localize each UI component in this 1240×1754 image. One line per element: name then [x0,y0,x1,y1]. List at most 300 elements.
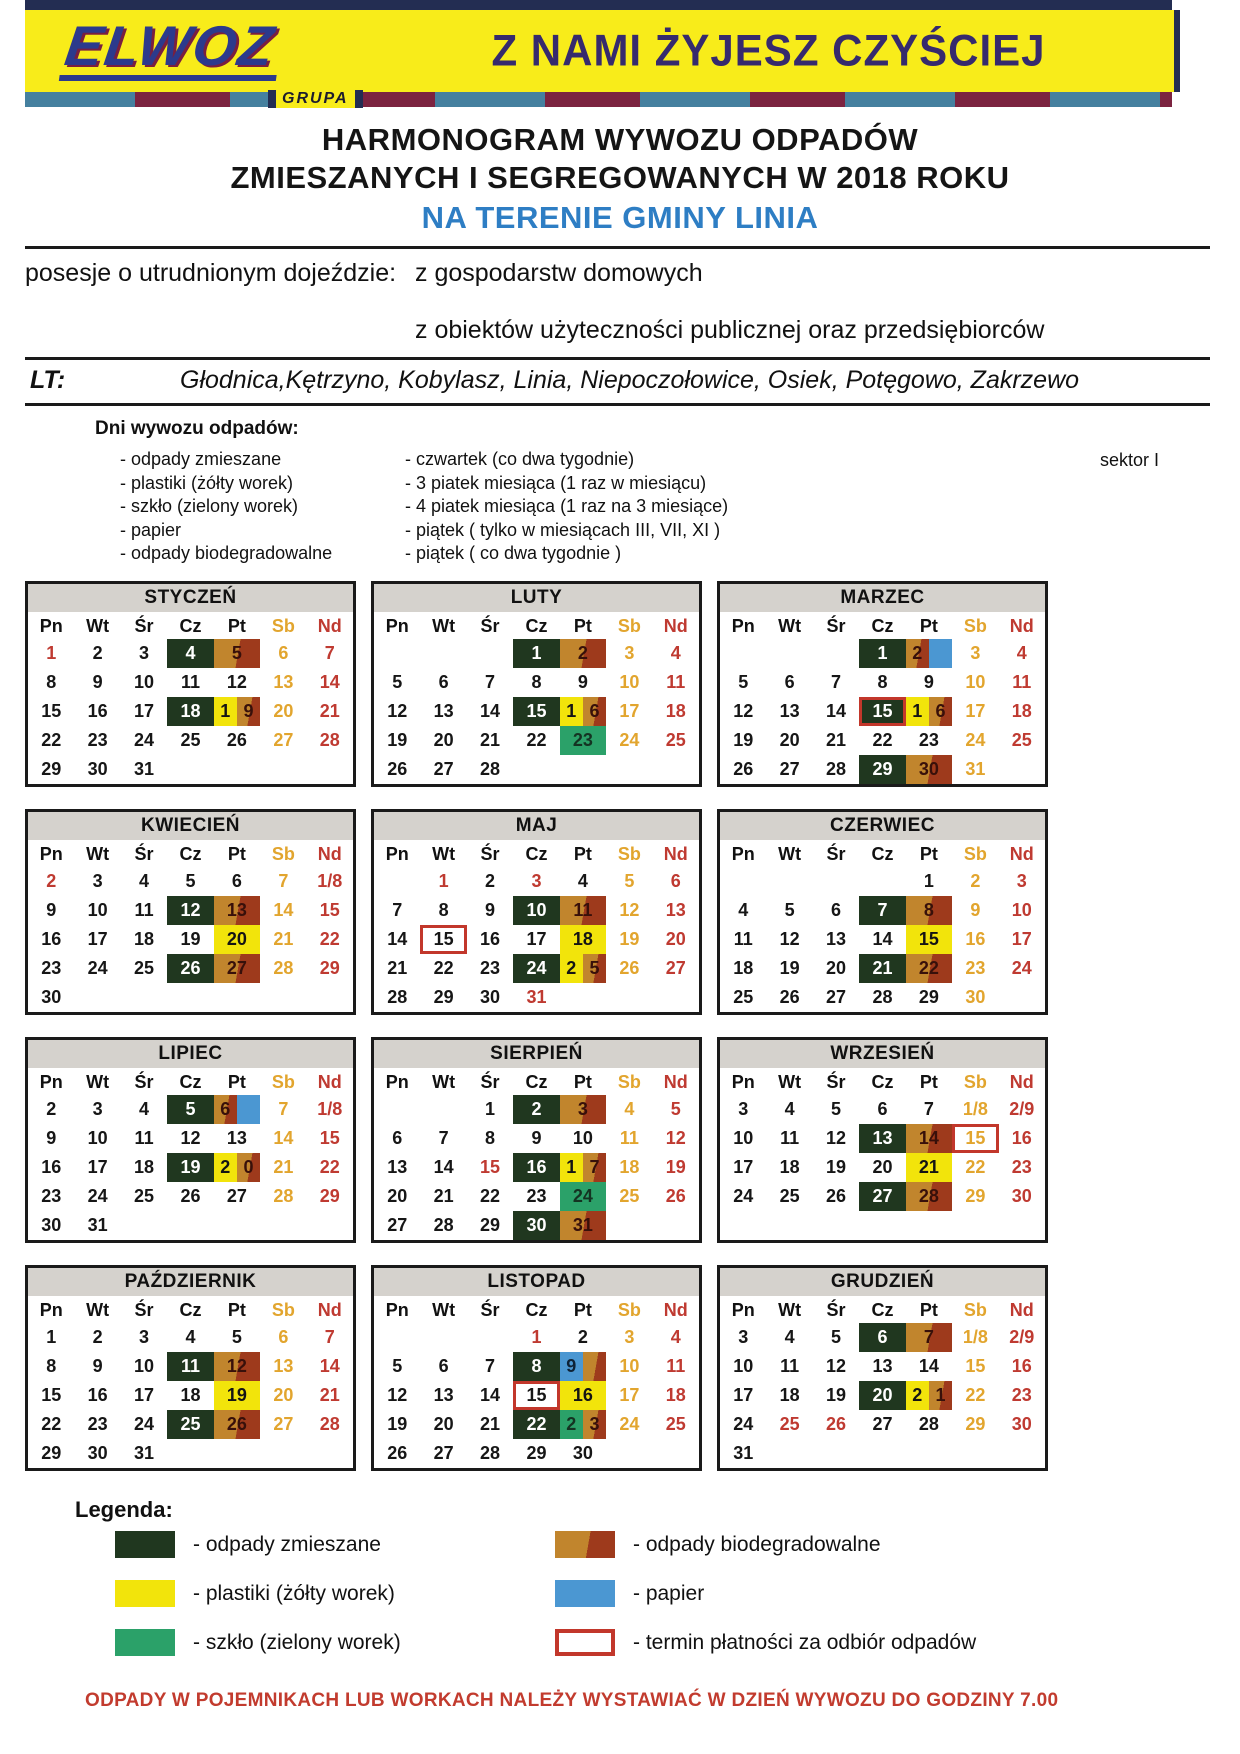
weekday-header-row [720,612,1045,639]
calendar-day: 30 [87,1443,108,1464]
calendar-day-part: 1 [560,697,583,726]
calendar-day: 10 [619,672,640,693]
calendar-day: 28 [273,958,294,979]
calendar-day: 1/8 [317,1099,343,1120]
calendar-day: 5 [185,871,196,892]
calendar-day: 25 [733,987,754,1008]
calendar-day: 16 [41,1157,62,1178]
legend-label: - odpady biodegradowalne [633,1532,881,1556]
lt-label: LT: [30,366,66,395]
week-row [374,925,699,954]
calendar-day: 5 [831,1327,842,1348]
calendar-day [766,1211,812,1240]
calendar-day [214,1153,260,1182]
weekday-header: Pt [573,1300,592,1321]
legend-heading: Legenda: [75,1497,173,1523]
calendar-day [560,1153,606,1182]
calendar-day: 12 [779,929,800,950]
week-row [720,983,1045,1012]
calendar-day: 28 [319,730,340,751]
calendar-day: 20 [872,1157,893,1178]
weekday-header: Cz [525,844,548,865]
week-row [374,755,699,784]
calendar-day: 7 [923,1099,934,1120]
calendar-day: 24 [619,1414,640,1435]
calendar-day: 3 [560,1095,606,1124]
calendar-day [952,1439,998,1468]
calendar-day: 4 [139,871,150,892]
title-line-3: NA TERENIE GMINY LINIA [421,199,819,235]
calendar-day: 11 [134,900,154,921]
calendar-day: 12 [826,1128,847,1149]
calendar-day: 15 [859,697,905,726]
weekday-header-row [28,1296,353,1323]
calendar-day: 10 [87,1128,108,1149]
calendar-day [653,755,699,784]
weekday-header: Cz [525,1300,548,1321]
calendar-day: 17 [619,701,640,722]
calendar-day: 23 [480,958,501,979]
week-row [28,668,353,697]
week-row [28,726,353,755]
lt-row [25,357,1210,406]
info-left-label: posesje o utrudnionym dojeździe: [25,259,397,288]
month-name: WRZESIEŃ [720,1040,1045,1068]
calendar-day: 26 [779,987,800,1008]
week-row [374,726,699,755]
month-name: LISTOPAD [374,1268,699,1296]
calendar-day: 31 [87,1215,108,1236]
calendar-day: 4 [784,1099,795,1120]
calendar-day: 21 [319,701,340,722]
calendar-day: 15 [513,1381,559,1410]
calendar-day: 16 [1011,1128,1032,1149]
calendar-day: 12 [167,896,213,925]
calendar-day [859,1439,905,1468]
calendar-day [420,639,466,668]
calendar-day: 4 [784,1327,795,1348]
weekday-header: Pt [919,616,938,637]
calendar-day: 19 [665,1157,686,1178]
calendar-day: 17 [965,701,986,722]
calendar-day [214,1095,260,1124]
calendar-day: 23 [1011,1157,1032,1178]
calendar-day: 20 [433,730,454,751]
calendar-day: 30 [1011,1186,1032,1207]
calendar-day: 11 [780,1356,800,1377]
calendar-day: 29 [319,1186,340,1207]
weekday-header-row [374,1296,699,1323]
week-row [720,1410,1045,1439]
calendar-day: 12 [619,900,640,921]
footer-notice: ODPADY W POJEMNIKACH LUB WORKACH NALEŻY WYSTAWIAĆ W DZIEŃ WYWOZU DO GODZINY 7.00 [85,1690,1059,1712]
collection-days-list [405,448,1100,565]
calendar-day: 26 [214,1410,260,1439]
weekday-header: Sb [271,1072,295,1093]
week-row [374,1095,699,1124]
calendar-day [467,639,513,668]
calendar-day [606,1439,652,1468]
calendar-day: 5 [738,672,749,693]
calendar-day: 19 [733,730,754,751]
weekday-header: Nd [317,616,342,637]
weekday-header: Śr [480,844,500,865]
calendar-day [374,867,420,896]
weekday-header: Pt [573,1072,592,1093]
calendar-day: 2 [46,1099,57,1120]
calendar-day: 3 [624,1327,635,1348]
weekday-header: Śr [134,844,154,865]
calendar-day: 19 [619,929,640,950]
calendar-day-part: 2 [560,954,583,983]
weekday-header: Cz [179,616,202,637]
calendar-day: 8 [46,1356,57,1377]
calendar-day: 11 [180,672,200,693]
weekday-header: Sb [617,844,641,865]
calendar-day: 22 [433,958,454,979]
calendar-day: 22 [906,954,952,983]
calendar-day [906,1381,952,1410]
calendar-day [720,867,766,896]
calendar-day: 26 [387,1443,408,1464]
calendar-day: 2 [485,871,496,892]
calendar-day: 18 [134,1157,155,1178]
calendar-day: 24 [134,730,155,751]
week-row [374,983,699,1012]
calendar-day: 21 [859,954,905,983]
week-row [28,1352,353,1381]
calendar-day: 3 [738,1099,749,1120]
calendar-day: 25 [665,730,686,751]
calendar-day: 22 [41,1414,62,1435]
calendar-day: 23 [526,1186,547,1207]
month-calendar [371,1265,702,1471]
calendar-day: 4 [185,1327,196,1348]
calendar-day: 7 [324,1327,335,1348]
weekday-header: Nd [317,1072,342,1093]
calendar-day: 22 [965,1157,986,1178]
calendar-day: 22 [526,730,547,751]
calendar-day: 7 [392,900,403,921]
calendar-day: 11 [733,929,753,950]
calendar-day [906,1439,952,1468]
calendar-day-part: 9 [560,1352,583,1381]
weekday-header: Nd [663,844,688,865]
calendar-day: 14 [906,1124,952,1153]
calendar-day: 15 [513,697,559,726]
calendar-day: 11 [560,896,606,925]
calendar-day: 14 [480,701,501,722]
calendar-day: 10 [619,1356,640,1377]
calendar-day: 8 [906,896,952,925]
calendar-day [260,755,306,784]
calendar-day: 25 [779,1414,800,1435]
calendar-day-part [583,1352,606,1381]
calendar-day: 30 [41,987,62,1008]
company-slogan: Z NAMI ŻYJESZ CZYŚCIEJ [491,25,1046,76]
weekday-header-row [720,1296,1045,1323]
calendar-day [653,1439,699,1468]
weekday-header: Wt [86,1072,110,1093]
calendar-day [167,983,213,1012]
calendar-day: 16 [965,929,986,950]
calendar-day: 29 [480,1215,501,1236]
calendar-day: 3 [92,1099,103,1120]
calendar-day: 19 [387,730,408,751]
calendar-day: 20 [779,730,800,751]
week-row [28,1410,353,1439]
zmi-swatch [115,1531,175,1558]
calendar-day: 15 [906,925,952,954]
calendar-day: 12 [214,1352,260,1381]
calendar-day: 24 [87,1186,108,1207]
calendar-day: 21 [273,929,294,950]
calendar-day: 3 [139,1327,150,1348]
calendar-day [560,983,606,1012]
calendar-day: 28 [480,759,501,780]
calendar-day [560,697,606,726]
weekday-header: Nd [663,616,688,637]
calendar-day [999,983,1045,1012]
week-row [374,1211,699,1240]
calendar-day: 28 [480,1443,501,1464]
calendar-day: 29 [319,958,340,979]
calendar-day: 9 [970,900,981,921]
calendar-day [813,1211,859,1240]
calendar-day: 31 [134,759,155,780]
weekday-header: Pt [227,1072,246,1093]
month-name: LUTY [374,584,699,612]
calendar-day [260,1439,306,1468]
legend-label: - szkło (zielony worek) [193,1630,401,1654]
calendar-day-part: 1 [929,1381,952,1410]
weekday-header: Sb [617,616,641,637]
logo-text: ELWOZ [59,21,285,81]
calendar-day [813,639,859,668]
calendar-day: 4 [167,639,213,668]
calendar-day: 12 [180,1128,201,1149]
calendar-day [766,1439,812,1468]
week-row [374,1124,699,1153]
week-row [28,983,353,1012]
calendar-day: 30 [572,1443,593,1464]
calendar-day: 9 [577,672,588,693]
weekday-header: Cz [871,1300,894,1321]
calendar-day: 2 [92,1327,103,1348]
calendar-day: 7 [485,672,496,693]
calendar-day: 1 [513,639,559,668]
week-row [28,954,353,983]
calendar-day: 28 [319,1414,340,1435]
calendar-day: 3 [531,871,542,892]
calendar-day: 24 [619,730,640,751]
calendar-day: 31 [965,759,986,780]
calendar-day: 8 [877,672,888,693]
calendar-day: 13 [226,1128,247,1149]
calendar-day: 6 [438,672,449,693]
calendar-day: 26 [619,958,640,979]
calendar-day: 7 [859,896,905,925]
calendar-day-part [237,1095,260,1124]
calendar-day: 24 [733,1186,754,1207]
weekday-header-row [374,612,699,639]
calendar-day: 6 [859,1323,905,1352]
weekday-header: Śr [480,1072,500,1093]
calendar-day [307,1439,353,1468]
calendar-day: 27 [214,954,260,983]
weekday-header-row [374,1068,699,1095]
calendar-day [859,1211,905,1240]
calendar-day: 30 [513,1211,559,1240]
month-calendar [717,581,1048,787]
calendar-day: 9 [92,672,103,693]
calendar-day: 12 [387,1385,408,1406]
legend-label: - plastiki (żółty worek) [193,1581,395,1605]
calendar-day: 22 [872,730,893,751]
weekday-header: Pt [919,1300,938,1321]
weekday-header: Śr [134,1072,154,1093]
calendar-day: 5 [167,1095,213,1124]
bio-swatch [555,1531,615,1558]
month-calendar [25,809,356,1015]
weekday-header: Sb [271,1300,295,1321]
week-row [720,668,1045,697]
calendar-day: 10 [572,1128,593,1149]
calendar-day: 25 [180,730,201,751]
week-row [374,867,699,896]
calendar-day [307,983,353,1012]
week-row [720,954,1045,983]
weekday-header: Cz [871,1072,894,1093]
calendar-day: 31 [560,1211,606,1240]
calendar-day: 1 [923,871,934,892]
calendar-day [653,1211,699,1240]
week-row [720,1095,1045,1124]
calendar-day: 27 [433,1443,454,1464]
calendar-day [560,755,606,784]
legend-item [115,1531,555,1558]
week-row [374,1439,699,1468]
calendar-day-part [929,639,952,668]
calendar-day: 4 [738,900,749,921]
calendar-day: 25 [134,1186,155,1207]
week-row [28,867,353,896]
calendar-day-part: 2 [906,1381,929,1410]
calendar-day: 6 [438,1356,449,1377]
calendar-day: 2 [92,643,103,664]
calendar-day: 10 [134,672,155,693]
calendar-day: 13 [273,672,294,693]
weekday-header: Wt [432,1072,456,1093]
calendar-day: 30 [87,759,108,780]
weekday-header: Wt [86,844,110,865]
calendar-day: 15 [952,1124,998,1153]
calendar-day [859,867,905,896]
week-row [28,697,353,726]
calendar-day [653,983,699,1012]
calendar-day [766,867,812,896]
waste-type-item: - odpady zmieszane [120,449,282,470]
calendar-day: 15 [41,701,62,722]
weekday-header: Śr [826,616,846,637]
calendar-day: 27 [779,759,800,780]
calendar-day: 18 [167,697,213,726]
schedule-heading: Dni wywozu odpadów: [95,418,299,440]
weekday-header: Sb [617,1300,641,1321]
calendar-day: 2 [46,871,57,892]
week-row [720,896,1045,925]
weekday-header: Pt [919,1072,938,1093]
calendar-day: 26 [180,1186,201,1207]
calendar-day: 6 [670,871,681,892]
calendar-day: 14 [480,1385,501,1406]
collection-day-item: - czwartek (co dwa tygodnie) [405,449,635,470]
weekday-header: Pn [385,1072,409,1093]
calendar-day: 18 [560,925,606,954]
weekday-header: Cz [179,1300,202,1321]
calendar-day: 18 [180,1385,201,1406]
calendar-day: 13 [779,701,800,722]
info-right-line-1: z gospodarstw domowych [415,259,703,288]
calendar-day [374,1095,420,1124]
week-row [374,1381,699,1410]
calendar-day: 5 [392,672,403,693]
calendar-day: 20 [433,1414,454,1435]
calendar-day: 6 [278,643,289,664]
week-row [28,755,353,784]
calendar-day: 19 [180,929,201,950]
weekday-header: Cz [871,616,894,637]
calendar-day [606,983,652,1012]
weekday-header-row [720,1068,1045,1095]
calendar-day [906,639,952,668]
legend-label: - termin płatności za odbiór odpadów [633,1630,977,1654]
weekday-header: Pn [39,616,63,637]
calendar-day [374,1323,420,1352]
calendar-day: 27 [826,987,847,1008]
calendar-day: 3 [139,643,150,664]
calendar-day: 29 [433,987,454,1008]
calendar-day: 17 [134,701,155,722]
calendar-day: 21 [826,730,847,751]
calendar-day: 6 [231,871,242,892]
calendar-day: 2/9 [1009,1327,1035,1348]
weekday-header: Nd [317,844,342,865]
calendar-day: 27 [859,1182,905,1211]
calendar-day: 15 [319,900,340,921]
calendar-day [766,639,812,668]
weekday-header: Cz [525,1072,548,1093]
calendar-day-part: 2 [560,1410,583,1439]
calendar-day: 7 [485,1356,496,1377]
calendar-day: 18 [779,1157,800,1178]
calendar-day: 12 [665,1128,686,1149]
calendar-day: 22 [513,1410,559,1439]
calendar-day: 7 [278,1099,289,1120]
schedule-section [95,418,1210,565]
weekday-header: Nd [1009,1300,1034,1321]
weekday-header: Pn [39,1072,63,1093]
calendar-day: 8 [531,672,542,693]
calendar-day: 27 [273,1414,294,1435]
weekday-header: Pt [227,844,246,865]
pap-swatch [555,1580,615,1607]
calendar-day: 1/8 [317,871,343,892]
calendar-day: 12 [733,701,754,722]
calendar-day: 12 [387,701,408,722]
calendar-day: 23 [918,730,939,751]
week-row [720,1153,1045,1182]
